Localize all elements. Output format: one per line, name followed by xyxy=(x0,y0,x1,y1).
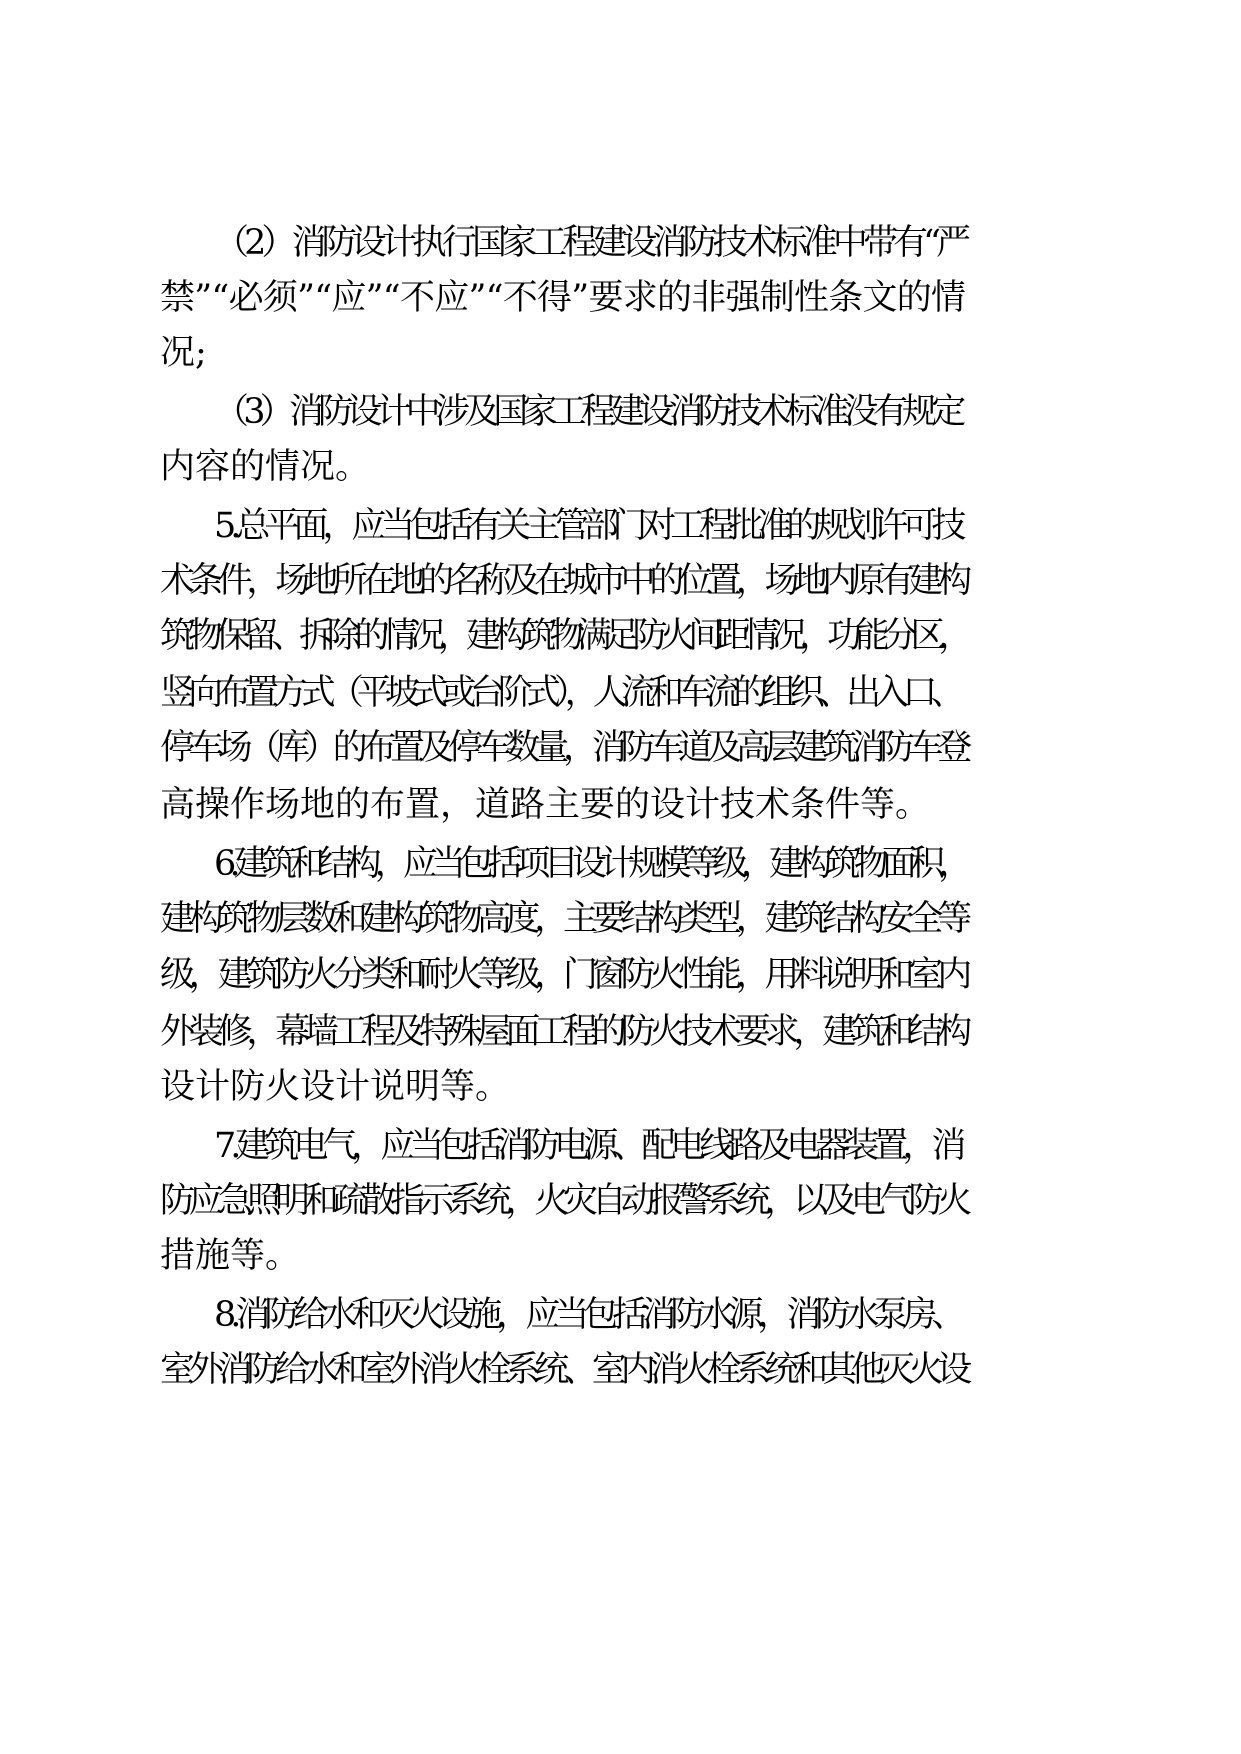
text-line: 措施等。 xyxy=(160,1236,301,1276)
text-line: 外装修，幕墙工程及特殊屋面工程的防火技术要求，建筑和结构 xyxy=(160,1012,967,1052)
text-line: 5.总平面，应当包括有关主管部门对工程批准的规划许可技 xyxy=(214,506,961,546)
text-line: 内容的情况。 xyxy=(160,447,371,487)
text-line: 竖向布置方式（平坡式或台阶式），人流和车流的组织、出入口、 xyxy=(160,673,959,713)
text-line: 术条件，场地所在地的名称及在城市中的位置，场地内原有建构 xyxy=(160,561,967,601)
text-line: 8.消防给水和灭火设施，应当包括消防水源，消防水泵房、 xyxy=(214,1295,961,1335)
text-line: 设计防火设计说明等。 xyxy=(160,1067,511,1107)
text-line: 禁”“必须”“应”“不应”“不得”要求的非强制性条文的情 xyxy=(160,278,966,318)
text-line: （2）消防设计执行国家工程建设消防技术标准中带有“严 xyxy=(214,223,967,263)
text-line: 筑物保留、拆除的情况，建构筑物满足防火间距情况，功能分区， xyxy=(160,616,967,656)
text-line: 建构筑物层数和建构筑物高度，主要结构类型，建筑结构安全等 xyxy=(160,899,967,939)
text-line: （3）消防设计中涉及国家工程建设消防技术标准没有规定 xyxy=(214,392,961,432)
text-line: 室外消防给水和室外消火栓系统、室内消火栓系统和其他灭火设 xyxy=(160,1350,967,1390)
text-line: 况; xyxy=(160,333,207,373)
text-line: 停车场（库）的布置及停车数量，消防车道及高层建筑消防车登 xyxy=(160,728,967,768)
text-line: 防应急照明和疏散指示系统，火灾自动报警系统，以及电气防火 xyxy=(160,1181,967,1221)
text-line: 6.建筑和结构，应当包括项目设计规模等级，建构筑物面积， xyxy=(214,844,967,884)
text-line: 高操作场地的布置，道路主要的设计技术条件等。 xyxy=(160,785,931,825)
text-line: 7.建筑电气，应当包括消防电源、配电线路及电器装置，消 xyxy=(214,1126,961,1166)
text-line: 级，建筑防火分类和耐火等级，门窗防火性能，用料说明和室内 xyxy=(160,955,967,995)
